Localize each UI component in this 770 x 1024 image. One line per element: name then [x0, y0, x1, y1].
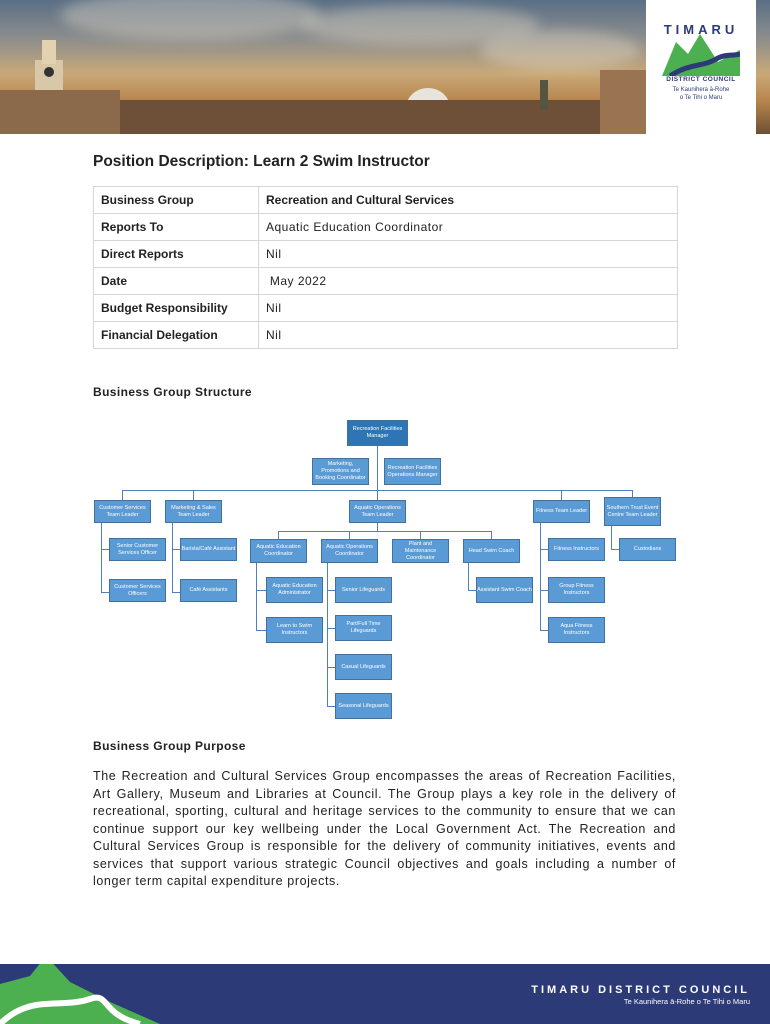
org-box-barista: Barista/Café Assistant: [180, 538, 237, 561]
org-box-senior-cs: Senior Customer Services Officer: [109, 538, 166, 561]
structure-heading: Business Group Structure: [93, 385, 252, 399]
timaru-logo: [646, 0, 756, 134]
logo-maori-text: Te Kaunihera ā-Rohe o Te Tihi o Maru: [672, 87, 730, 101]
logo-subtitle: DISTRICT COUNCIL: [666, 76, 736, 83]
org-box-learn-to-swim: Learn to Swim Instructors: [266, 617, 323, 643]
org-box-ms-leader: Marketing & Sales Team Leader: [165, 500, 222, 523]
org-box-cafe: Café Assistants: [180, 579, 237, 602]
org-box-cs-officers: Customer Services Officers: [109, 579, 166, 602]
org-box-group-fitness: Group Fitness Instructors: [548, 577, 605, 603]
org-box-custodians: Custodians: [619, 538, 676, 561]
page-title: Position Description: Learn 2 Swim Instructor: [93, 153, 430, 170]
org-box-aquatic-ed-coord: Aquatic Education Coordinator: [250, 539, 307, 563]
footer-mountain-river-icon: [0, 964, 240, 1024]
footer-title: TIMARU DISTRICT COUNCIL: [531, 984, 750, 996]
purpose-heading: Business Group Purpose: [93, 739, 246, 753]
org-box-fitness-leader: Fitness Team Leader: [533, 500, 590, 523]
table-row: Reports To Aquatic Education Coordinator: [94, 214, 678, 241]
org-box-marketing-coordinator: Marketing, Promotions and Booking Coordinator: [312, 458, 369, 485]
table-row: Date May 2022: [94, 268, 678, 295]
position-details-table: [93, 186, 678, 349]
table-row: Financial Delegation Nil: [94, 322, 678, 349]
org-box-manager: Recreation Facilities Manager: [347, 420, 408, 446]
org-box-operations-manager: Recreation Facilities Operations Manager: [384, 458, 441, 485]
logo-mountain-river-icon: [662, 32, 740, 76]
footer-banner: [0, 964, 770, 1024]
cityscape-illustration: [0, 0, 646, 134]
org-box-aquatic-ops-coord: Aquatic Operations Coordinator: [321, 539, 378, 563]
org-box-aquatic-ed-admin: Aquatic Education Administrator: [266, 577, 323, 603]
table-row: Budget Responsibility Nil: [94, 295, 678, 322]
footer-maori-text: Te Kaunihera ā-Rohe o Te Tihi o Maru: [623, 997, 750, 1006]
table-row: Direct Reports Nil: [94, 241, 678, 268]
logo-title: TIMARU: [663, 22, 739, 37]
org-box-assistant-coach: Assistant Swim Coach: [476, 577, 533, 603]
org-box-aqua-fitness: Aqua Fitness Instructors: [548, 617, 605, 643]
table-row: Business Group Recreation and Cultural Services: [94, 187, 678, 214]
org-chart: [0, 410, 770, 740]
org-box-southern-leader: Southern Trust Event Centre Team Leader: [604, 497, 661, 526]
org-box-senior-lifeguards: Senior Lifeguards: [335, 577, 392, 603]
org-box-head-coach: Head Swim Coach: [463, 539, 520, 563]
org-box-casual-lifeguards: Casual Lifeguards: [335, 654, 392, 680]
org-box-seasonal-lifeguards: Seasonal Lifeguards: [335, 693, 392, 719]
org-box-parttime-lifeguards: Part/Full Time Lifeguards: [335, 615, 392, 641]
org-box-cs-leader: Customer Services Team Leader: [94, 500, 151, 523]
purpose-paragraph: The Recreation and Cultural Services Group encompasses the areas of Recreation Facilities, Art Gallery, Museum and Libraries at Council. The Group plays a key role in the delivery of recreational, sporting, cultural and heritage services to the community to ensure that we can continue support our key wellbeing under the Local Government Act. The Recreation and Cultural Services Group is responsible for the delivery of community initiatives, events and services that support various strategic Council objectives and goals including a number of longer term capital expenditure projects.: [93, 769, 676, 888]
org-box-aquatic-leader: Aquatic Operations Team Leader: [349, 500, 406, 523]
org-box-plant: Plant and Maintenance Coordinator: [392, 539, 449, 563]
org-box-fitness-instructors: Fitness Instructors: [548, 538, 605, 561]
